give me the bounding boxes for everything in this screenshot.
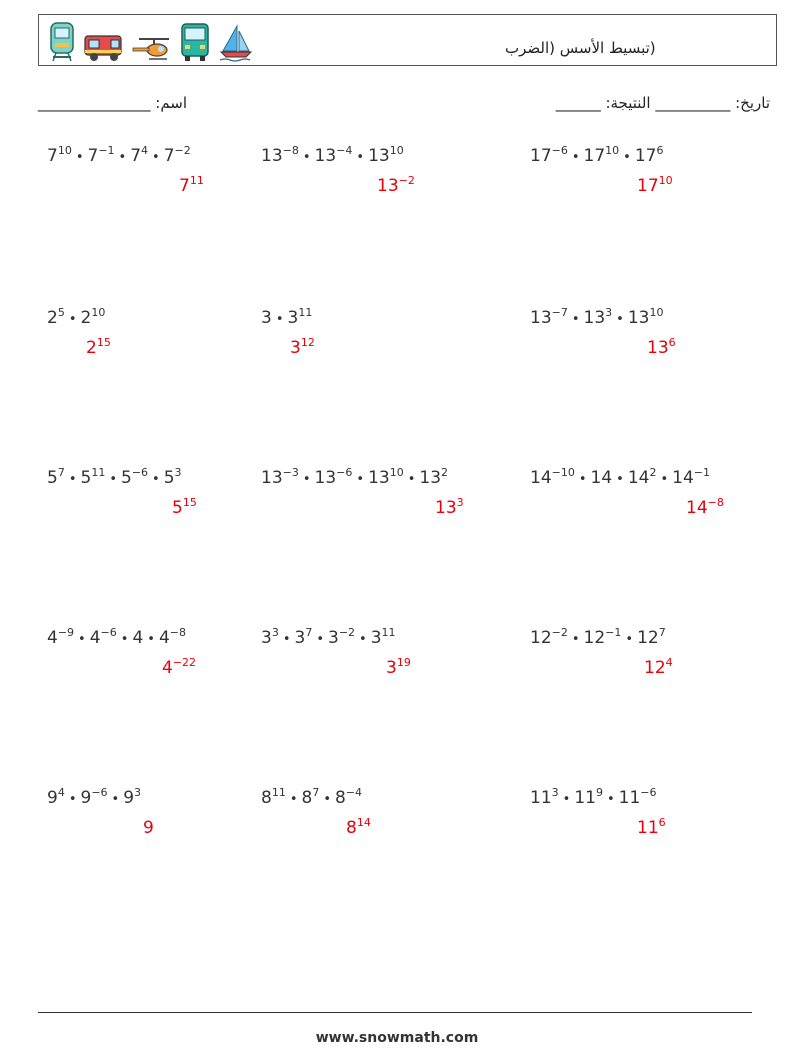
- multiply-dot: •: [68, 472, 77, 487]
- exponent: 15: [182, 496, 197, 509]
- exponent: 12: [300, 336, 315, 349]
- exponent: −9: [57, 626, 75, 639]
- sailboat-icon: [217, 23, 255, 63]
- base: 17: [637, 176, 659, 196]
- base: 13: [368, 468, 390, 488]
- problem-expression: [47, 146, 191, 166]
- base: 14: [590, 468, 613, 488]
- base: 8: [261, 788, 272, 808]
- answer: [86, 338, 111, 358]
- base: 13: [627, 308, 650, 328]
- base: 2: [47, 308, 58, 328]
- problem-expression: [530, 308, 663, 328]
- problem-expression: [261, 468, 448, 488]
- answer: [637, 176, 673, 196]
- multiply-dot: •: [578, 472, 587, 487]
- base: 14: [672, 468, 694, 488]
- base: 5: [163, 468, 175, 488]
- multiply-dot: •: [359, 632, 367, 647]
- multiply-dot: •: [571, 312, 580, 327]
- multiply-dot: •: [152, 472, 160, 487]
- exponent: 6: [668, 336, 676, 349]
- base: 3: [290, 338, 301, 358]
- base: 4: [89, 628, 101, 648]
- exponent: −6: [336, 466, 353, 479]
- multiply-dot: •: [289, 792, 298, 807]
- base: 2: [80, 308, 92, 328]
- base: 4: [162, 658, 173, 678]
- answer: [644, 658, 673, 678]
- exponent: 5: [57, 306, 65, 319]
- base: 13: [314, 468, 337, 488]
- exponent: 4: [665, 656, 673, 669]
- exponent: 7: [312, 786, 320, 799]
- base: 7: [179, 176, 190, 196]
- problem-expression: [261, 628, 396, 648]
- exponent: −6: [131, 466, 149, 479]
- multiply-dot: •: [109, 472, 117, 487]
- multiply-dot: •: [275, 312, 284, 327]
- exponent: −4: [336, 144, 353, 157]
- base: 2: [86, 338, 97, 358]
- multiply-dot: •: [660, 472, 669, 487]
- base: 5: [80, 468, 92, 488]
- base: 12: [583, 628, 606, 648]
- multiply-dot: •: [75, 150, 84, 165]
- exponent: 11: [91, 466, 106, 479]
- answer: [435, 498, 464, 518]
- base: 12: [644, 658, 666, 678]
- exponent: 7: [305, 626, 313, 639]
- base: 9: [80, 788, 92, 808]
- base: 17: [634, 146, 657, 166]
- multiply-dot: •: [356, 150, 365, 165]
- multiply-dot: •: [616, 472, 624, 487]
- exponent: 2: [649, 466, 657, 479]
- multiply-dot: •: [616, 312, 624, 327]
- multiply-dot: •: [302, 472, 311, 487]
- exponent: 3: [134, 786, 142, 799]
- problem-expression: [530, 628, 666, 648]
- exponent: 9: [595, 786, 603, 799]
- exponent: 10: [389, 144, 404, 157]
- answer: [637, 818, 666, 838]
- exponent: −6: [551, 144, 568, 157]
- base: 3: [370, 628, 382, 648]
- multiply-dot: •: [625, 632, 634, 647]
- exponent: 11: [271, 786, 286, 799]
- base: 4: [158, 628, 170, 648]
- exponent: 10: [389, 466, 404, 479]
- footer-divider: [38, 1012, 752, 1013]
- base: 12: [530, 628, 552, 648]
- base: 14: [530, 468, 552, 488]
- base: 14: [627, 468, 650, 488]
- tram-icon: [47, 19, 77, 63]
- helicopter-icon: [131, 35, 173, 63]
- base: 13: [261, 146, 283, 166]
- exponent: 15: [96, 336, 111, 349]
- exponent: 11: [298, 306, 313, 319]
- exponent: 11: [381, 626, 396, 639]
- problem-expression: [261, 308, 312, 328]
- base: 13: [377, 176, 399, 196]
- base: 13: [261, 468, 283, 488]
- multiply-dot: •: [282, 632, 291, 647]
- base: 4: [47, 628, 58, 648]
- base: 11: [618, 788, 641, 808]
- base: 11: [574, 788, 596, 808]
- exponent: 2: [441, 466, 449, 479]
- problem-expression: [47, 788, 141, 808]
- base: 7: [47, 146, 58, 166]
- base: 9: [47, 788, 58, 808]
- base: 11: [530, 788, 552, 808]
- base: 5: [47, 468, 58, 488]
- exponent: −1: [98, 144, 115, 157]
- exponent: −3: [282, 466, 299, 479]
- exponent: −2: [551, 626, 568, 639]
- base: 11: [637, 818, 659, 838]
- answer: [686, 498, 724, 518]
- exponent: 3: [605, 306, 613, 319]
- problem-expression: [261, 788, 362, 808]
- exponent: −8: [169, 626, 186, 639]
- exponent: 10: [649, 306, 664, 319]
- multiply-dot: •: [323, 792, 331, 807]
- exponent: −2: [338, 626, 356, 639]
- exponent: 3: [174, 466, 182, 479]
- exponent: 19: [396, 656, 411, 669]
- worksheet-title: (تبسيط الأسس (الضرب: [505, 39, 656, 57]
- exponent: −2: [174, 144, 191, 157]
- exponent: 7: [658, 626, 666, 639]
- name-field: اسم: _______________: [38, 94, 188, 112]
- multiply-dot: •: [68, 792, 77, 807]
- date-score-field: ______ :تاريخ: __________ النتيجة: [555, 94, 770, 112]
- base: 3: [261, 628, 272, 648]
- multiply-dot: •: [356, 472, 365, 487]
- multiply-dot: •: [606, 792, 615, 807]
- exponent: −6: [91, 786, 108, 799]
- answer: [346, 818, 371, 838]
- bus-icon: [179, 21, 211, 63]
- problem-expression: [47, 628, 186, 648]
- base: 7: [163, 146, 175, 166]
- exponent: −22: [172, 656, 197, 669]
- multiply-dot: •: [78, 632, 86, 647]
- exponent: 3: [551, 786, 559, 799]
- base: 5: [121, 468, 132, 488]
- base: 13: [647, 338, 669, 358]
- exponent: −6: [640, 786, 657, 799]
- answer: [377, 176, 415, 196]
- base: 13: [419, 468, 442, 488]
- exponent: 3: [456, 496, 464, 509]
- base: 7: [130, 146, 142, 166]
- transport-icons: [47, 19, 255, 63]
- base: 13: [368, 146, 390, 166]
- camper-van-icon: [83, 33, 125, 63]
- answer: [386, 658, 411, 678]
- multiply-dot: •: [118, 150, 127, 165]
- answer: [647, 338, 676, 358]
- base: 7: [87, 146, 99, 166]
- exponent: −8: [282, 144, 299, 157]
- exponent: 4: [57, 786, 65, 799]
- exponent: −1: [693, 466, 711, 479]
- exponent: −10: [551, 466, 575, 479]
- problem-expression: [47, 468, 182, 488]
- answer: [172, 498, 197, 518]
- multiply-dot: •: [147, 632, 155, 647]
- exponent: 7: [57, 466, 65, 479]
- multiply-dot: •: [571, 632, 580, 647]
- multiply-dot: •: [316, 632, 324, 647]
- base: 5: [172, 498, 183, 518]
- problem-expression: [530, 146, 663, 166]
- base: 3: [287, 308, 299, 328]
- exponent: 11: [189, 174, 204, 187]
- exponent: 6: [656, 144, 664, 157]
- exponent: −4: [345, 786, 363, 799]
- exponent: −8: [707, 496, 724, 509]
- base: 14: [686, 498, 708, 518]
- exponent: −2: [398, 174, 415, 187]
- multiply-dot: •: [111, 792, 120, 807]
- exponent: 3: [271, 626, 279, 639]
- base: 9: [143, 818, 154, 838]
- base: 3: [386, 658, 397, 678]
- exponent: 10: [658, 174, 673, 187]
- exponent: −6: [100, 626, 117, 639]
- exponent: 4: [141, 144, 149, 157]
- multiply-dot: •: [407, 472, 416, 487]
- answer: [290, 338, 315, 358]
- base: 13: [435, 498, 457, 518]
- exponent: 10: [605, 144, 620, 157]
- problem-expression: [530, 468, 710, 488]
- problem-expression: [47, 308, 105, 328]
- exponent: −7: [551, 306, 568, 319]
- base: 9: [123, 788, 135, 808]
- exponent: 10: [91, 306, 106, 319]
- base: 13: [530, 308, 552, 328]
- worksheet-header: [38, 14, 777, 66]
- problem-expression: [261, 146, 404, 166]
- multiply-dot: •: [302, 150, 311, 165]
- base: 13: [583, 308, 606, 328]
- answer: [179, 176, 204, 196]
- answer: [143, 818, 154, 838]
- problem-expression: [530, 788, 656, 808]
- multiply-dot: •: [571, 150, 580, 165]
- base: 4: [132, 628, 144, 648]
- multiply-dot: •: [152, 150, 160, 165]
- base: 12: [637, 628, 659, 648]
- multiply-dot: •: [120, 632, 129, 647]
- answer: [162, 658, 196, 678]
- base: 3: [261, 308, 272, 328]
- exponent: 6: [658, 816, 666, 829]
- exponent: 10: [57, 144, 72, 157]
- base: 3: [294, 628, 306, 648]
- base: 8: [335, 788, 346, 808]
- footer-url: www.snowmath.com: [315, 1030, 479, 1046]
- exponent: 14: [356, 816, 371, 829]
- multiply-dot: •: [623, 150, 631, 165]
- base: 17: [583, 146, 606, 166]
- base: 13: [314, 146, 337, 166]
- multiply-dot: •: [68, 312, 77, 327]
- base: 3: [328, 628, 339, 648]
- base: 17: [530, 146, 552, 166]
- base: 8: [301, 788, 313, 808]
- multiply-dot: •: [562, 792, 571, 807]
- base: 8: [346, 818, 357, 838]
- exponent: −1: [605, 626, 622, 639]
